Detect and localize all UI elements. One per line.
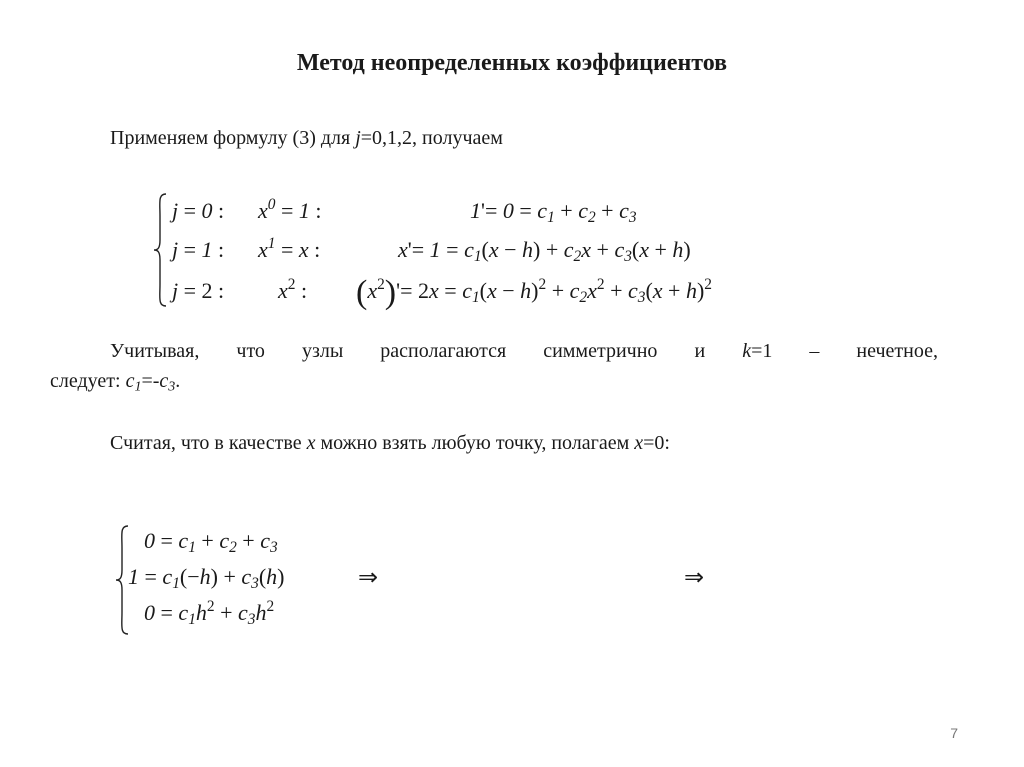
eq1-row-2: j = 2 : xyxy=(172,278,225,303)
eq1-row-1-basis: $x^1 = x$ : xyxy=(258,234,321,262)
eq1-row-1: j = 1 : xyxy=(172,237,225,262)
left-brace-icon xyxy=(152,192,168,308)
eq2-row-0: $0 = c_1 + c_2 + c_3$ xyxy=(144,528,278,556)
eq2-row-1: $1 = c_1(-h) + c_3(h)$ xyxy=(128,564,285,592)
eq2-row-2: $0 = c_1h^2 + c_3h^2$ xyxy=(144,597,275,628)
paragraph-choose-x: Считая, что в качестве x можно взять любую точку, полагаем x=0: xyxy=(110,432,670,454)
eq1-row-1-rhs: $x'= 1 = c_1(x - h) + c_2x + c_3(x + h)$ xyxy=(398,237,691,265)
implies-arrow-icon: ⇒ xyxy=(358,563,379,591)
eq1-row-0-basis: $x^0 = 1$ : xyxy=(258,195,322,223)
paragraph-apply-formula: Применяем формулу (3) для j=0,1,2, получаем xyxy=(110,127,503,149)
eq1-row-2-basis: $x^2$ : xyxy=(278,275,308,303)
slide-title: Метод неопределенных коэффициентов xyxy=(296,50,728,76)
eq1-row-0: j = 0 : xyxy=(172,198,225,223)
implies-arrow-icon: ⇒ xyxy=(684,563,705,591)
paragraph-symmetry: Учитывая, что узлы располагаются симметрично и k=1 – нечетное, следует: $c_1=-c_3$. xyxy=(50,340,938,395)
eq1-row-2-rhs: $(x^2)'= 2x = c_1(x - h)^2 + c_2x^2 + c_3(x + h)^2$ xyxy=(356,274,712,311)
eq1-row-0-rhs: $1'= 0 = c_1 + c_2 + c_3$ xyxy=(470,198,637,226)
page-number: 7 xyxy=(950,725,958,741)
